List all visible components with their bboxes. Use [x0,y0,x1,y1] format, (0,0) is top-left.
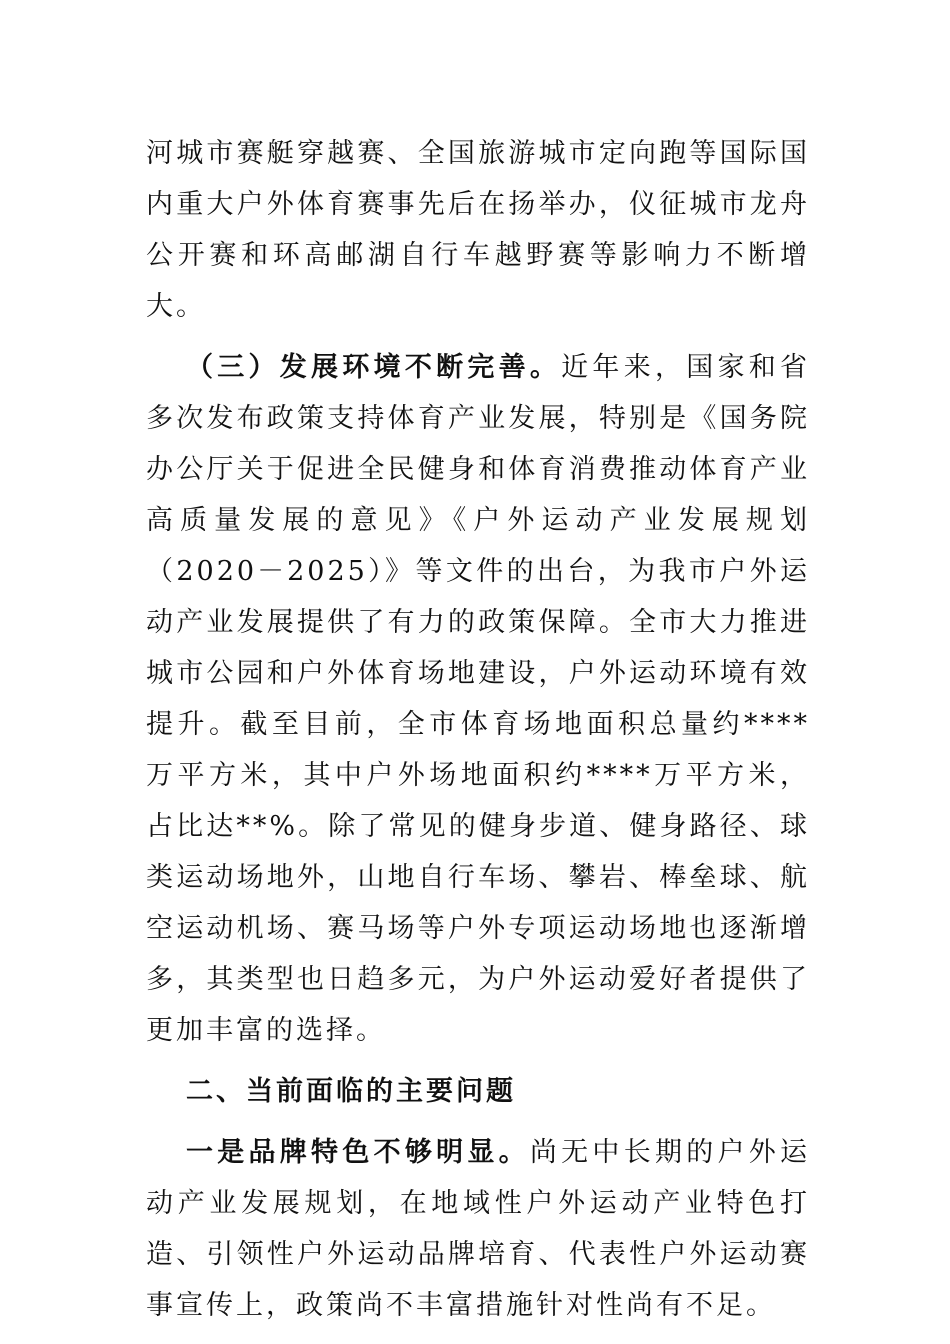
paragraph-environment-text: 近年来，国家和省多次发布政策支持体育产业发展，特别是《国务院办公厅关于促进全民健身和体育消费推动体育产业高质量发展的意见》《户外运动产业发展规划（2020－2025）》等文件的出台，为我市户外运动产业发展提供了有力的政策保障。全市大力推进城市公园和户外体育场地建设，户外运动环境有效提升。截至目前，全市体育场地面积总量约****万平方米，其中户外场地面积约****万平方米，占比达**%。除了常见的健身步道、健身路径、球类运动场地外，山地自行车场、攀岩、棒垒球、航空运动机场、赛马场等户外专项运动场地也逐渐增多，其类型也日趋多元，为户外运动爱好者提供了更加丰富的选择。 [146,352,811,1046]
document-body [146,128,810,1331]
paragraph-environment [146,342,810,1056]
paragraph-brand [146,1127,810,1331]
paragraph-environment-lead: （三）发展环境不断完善。 [186,352,562,383]
section-heading: 二、当前面临的主要问题 [186,1076,516,1107]
paragraph-brand-text: 尚无中长期的户外运动产业发展规划，在地域性户外运动产业特色打造、引领性户外运动品牌培育、代表性户外运动赛事宣传上，政策尚不丰富措施针对性尚有不足。 [146,1137,811,1321]
paragraph-events-text: 河城市赛艇穿越赛、全国旅游城市定向跑等国际国内重大户外体育赛事先后在扬举办，仪征城市龙舟公开赛和环高邮湖自行车越野赛等影响力不断增大。 [146,138,810,322]
paragraph-brand-lead: 一是品牌特色不够明显。 [186,1137,530,1168]
paragraph-events [146,128,810,332]
